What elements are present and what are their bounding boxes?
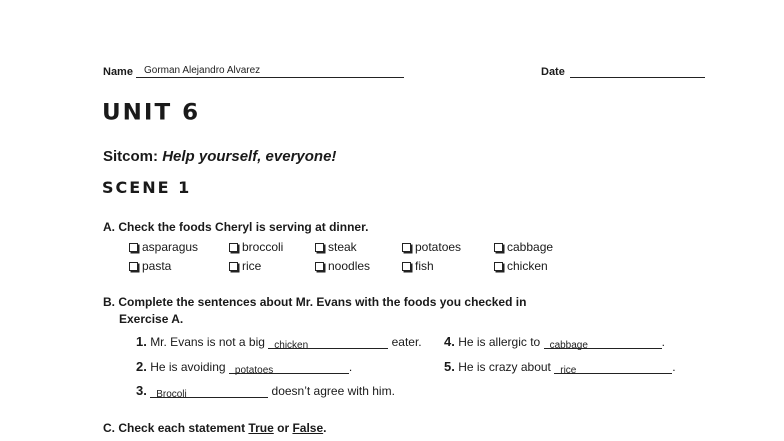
checkbox-icon[interactable] <box>315 262 324 271</box>
answer-blank[interactable] <box>544 334 662 349</box>
option-fish[interactable] <box>402 259 434 273</box>
name-field[interactable] <box>136 63 404 78</box>
sentence-number: 5. <box>444 359 455 374</box>
answer-blank[interactable] <box>268 334 388 349</box>
exercise-b-letter: B. <box>103 295 115 309</box>
sentence-text-after: . <box>672 360 676 374</box>
option-label: steak <box>328 240 357 254</box>
sentence-text-after: . <box>348 360 353 374</box>
sitcom-title: Help yourself, everyone! <box>162 148 337 165</box>
unit-title: UNIT 6 <box>102 100 201 126</box>
checkbox-icon[interactable] <box>229 262 238 271</box>
option-pasta[interactable] <box>129 259 171 273</box>
option-noodles[interactable] <box>315 259 370 273</box>
sentence-text-before: He is allergic to <box>458 335 541 349</box>
checkbox-icon[interactable] <box>494 262 503 271</box>
option-potatoes[interactable] <box>402 240 461 254</box>
sentence-1 <box>136 334 422 349</box>
answer-value: Brocoli <box>156 389 187 400</box>
sentence-4 <box>444 334 665 349</box>
sentence-number: 1. <box>136 334 147 349</box>
sentence-number: 2. <box>136 359 147 374</box>
sentence-text-after: . <box>661 335 665 349</box>
sitcom-heading <box>103 148 336 165</box>
option-rice[interactable] <box>229 259 261 273</box>
answer-blank[interactable] <box>554 359 672 374</box>
option-label: pasta <box>142 259 172 273</box>
exercise-c-text: Check each statement <box>118 421 246 435</box>
exercise-b-text-line1: Complete the sentences about Mr. Evans with the foods you checked in <box>118 295 527 309</box>
answer-value: chicken <box>274 340 309 351</box>
exercise-b-instruction <box>103 295 526 309</box>
or-word: or <box>277 421 290 435</box>
sitcom-prefix: Sitcom: <box>103 148 159 165</box>
option-asparagus[interactable] <box>129 240 198 254</box>
sentence-number: 3. <box>136 383 147 398</box>
answer-blank[interactable] <box>229 359 349 374</box>
sentence-text-before: He is avoiding <box>150 360 226 374</box>
checkbox-icon[interactable] <box>402 243 411 252</box>
exercise-a-letter: A. <box>103 220 115 234</box>
exercise-c-letter: C. <box>103 421 115 435</box>
answer-value: potatoes <box>234 365 274 376</box>
exercise-a-text: Check the foods Cheryl is serving at dinner. <box>118 220 369 234</box>
true-word: True <box>248 421 274 435</box>
answer-value: rice <box>560 365 577 376</box>
option-label: fish <box>415 259 434 273</box>
option-label: chicken <box>507 259 548 273</box>
option-cabbage[interactable] <box>494 240 553 254</box>
sentence-text-after: eater. <box>391 335 422 349</box>
checkbox-icon[interactable] <box>129 243 138 252</box>
option-label: noodles <box>328 259 371 273</box>
option-label: rice <box>242 259 262 273</box>
checkbox-icon[interactable] <box>402 262 411 271</box>
scene-title: SCENE 1 <box>102 178 192 197</box>
option-steak[interactable] <box>315 240 357 254</box>
exercise-b-text-line2: Exercise A. <box>119 312 184 326</box>
sentence-5 <box>444 359 676 374</box>
checkbox-icon[interactable] <box>494 243 503 252</box>
option-label: cabbage <box>507 240 554 254</box>
option-label: potatoes <box>415 240 462 254</box>
answer-blank[interactable] <box>150 383 268 398</box>
option-broccoli[interactable] <box>229 240 283 254</box>
name-label: Name <box>103 66 133 78</box>
checkbox-icon[interactable] <box>315 243 324 252</box>
exercise-a-instruction <box>103 220 368 234</box>
sentence-3 <box>136 383 395 398</box>
sentence-text-before: Mr. Evans is not a big <box>150 335 265 349</box>
date-label: Date <box>541 66 565 78</box>
name-value: Gorman Alejandro Alvarez <box>144 65 261 76</box>
exercise-c-end: . <box>323 421 327 435</box>
checkbox-icon[interactable] <box>229 243 238 252</box>
option-label: broccoli <box>242 240 284 254</box>
false-word: False <box>292 421 324 435</box>
sentence-text-before: He is crazy about <box>458 360 551 374</box>
date-field[interactable] <box>570 63 705 78</box>
exercise-c-instruction <box>103 421 326 435</box>
option-chicken[interactable] <box>494 259 548 273</box>
option-label: asparagus <box>142 240 199 254</box>
answer-value: cabbage <box>549 340 588 351</box>
sentence-text-after: doesn’t agree with him. <box>271 384 395 398</box>
sentence-number: 4. <box>444 334 455 349</box>
sentence-2 <box>136 359 352 374</box>
checkbox-icon[interactable] <box>129 262 138 271</box>
